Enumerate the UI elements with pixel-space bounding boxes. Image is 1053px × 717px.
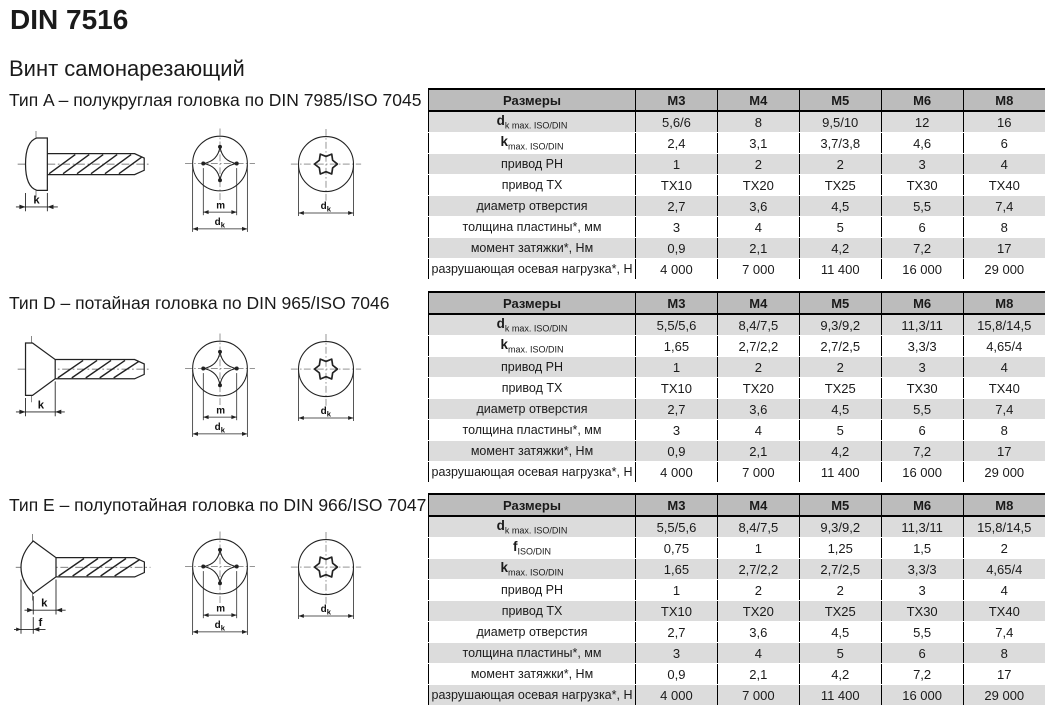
table-row [429,217,1046,238]
row-label-subscript: max. ISO/DIN [508,567,564,578]
table-row [429,314,1046,336]
value-cell: TX40 [963,175,1045,196]
col-header-size-M6: M6 [881,494,963,516]
row-label [429,538,636,559]
dim-label-k: k [33,194,40,207]
value-cell: 0,75 [636,538,718,559]
value-cell: 15,8/14,5 [963,516,1045,538]
phillips-recess-top-view [178,329,262,443]
value-cell: 4,5 [799,196,881,217]
row-label: привод TX [429,175,636,196]
page-title: DIN 7516 [10,4,129,35]
value-cell: 3,6 [717,622,799,643]
spec-table-type-d [428,291,1045,483]
section-heading-type-e: Тип E – полупотайная головка по DIN 966/ISO 7047 [9,495,427,515]
row-label: привод PH [429,580,636,601]
table-row [429,357,1046,378]
phillips-recess-top-view [178,124,262,238]
value-cell: 5 [799,420,881,441]
value-cell: 1,25 [799,538,881,559]
value-cell: 17 [963,441,1045,462]
value-cell: 2,7 [636,196,718,217]
screw-side-view-pan-head [14,124,154,220]
row-label: привод PH [429,357,636,378]
value-cell: 2,1 [717,664,799,685]
value-cell: 4,5 [799,622,881,643]
table-row [429,154,1046,175]
row-label-subscript: ISO/DIN [517,546,551,557]
torx-view-slot [284,527,368,627]
row-label-symbol: d [496,518,505,534]
dim-label-m: m [216,200,225,212]
value-cell: 4 [963,154,1045,175]
table-row [429,559,1046,580]
value-cell: 11,3/11 [881,516,963,538]
dim-label-k: k [41,597,48,610]
value-cell: 7,4 [963,196,1045,217]
row-label-subscript: k max. ISO/DIN [504,120,568,131]
value-cell: 16 000 [881,685,963,706]
table-row [429,175,1046,196]
phillips-view-slot [178,527,262,641]
value-cell: TX10 [636,378,718,399]
value-cell: 7,4 [963,622,1045,643]
value-cell: 16 000 [881,259,963,280]
screw-side-view-countersunk-head [14,329,154,425]
phillips-recess-top-view [178,527,262,641]
value-cell: 0,9 [636,664,718,685]
col-header-size-M6: M6 [881,89,963,111]
value-cell: 2 [799,154,881,175]
value-cell: TX20 [717,601,799,622]
value-cell: TX10 [636,601,718,622]
torx-recess-top-view [284,124,368,224]
value-cell: 4 [963,357,1045,378]
table-row [429,196,1046,217]
row-label-subscript: max. ISO/DIN [508,344,564,355]
torx-view-slot [284,124,368,224]
value-cell: 1,65 [636,336,718,357]
row-label: разрушающая осевая нагрузка*, Н [429,259,636,280]
value-cell: 12 [881,111,963,133]
value-cell: TX10 [636,175,718,196]
row-label [429,314,636,336]
value-cell: 2,7/2,5 [799,559,881,580]
table-row [429,462,1046,483]
value-cell: TX25 [799,175,881,196]
value-cell: 4,2 [799,441,881,462]
dimension-m [203,168,236,215]
row-label [429,516,636,538]
dimension-m [203,373,236,420]
section-type-d [0,291,1053,491]
value-cell: TX25 [799,378,881,399]
value-cell: 2 [717,580,799,601]
value-cell: 2 [799,357,881,378]
table-row [429,516,1046,538]
row-label: привод TX [429,601,636,622]
dimension-k [16,193,58,211]
table-row [429,538,1046,559]
value-cell: 4 [717,217,799,238]
value-cell: 29 000 [963,462,1045,483]
value-cell: 6 [881,420,963,441]
phillips-view-slot [178,329,262,443]
row-label: диаметр отверстия [429,622,636,643]
section-heading-type-a: Тип A – полукруглая головка по DIN 7985/ISO 7045 [9,90,422,110]
table-row [429,259,1046,280]
value-cell: 4,65/4 [963,559,1045,580]
table-row [429,111,1046,133]
value-cell: 11 400 [799,462,881,483]
value-cell: 2,7 [636,399,718,420]
row-label-symbol: k [500,134,508,150]
dim-label-dk: $d_k$ [214,620,225,633]
row-label-symbol: k [500,560,508,576]
value-cell: 4,2 [799,238,881,259]
value-cell: 8 [963,217,1045,238]
col-header-size-M5: M5 [799,89,881,111]
value-cell: 6 [963,133,1045,154]
dim-label-dk: $d_k$ [320,406,331,419]
value-cell: 8,4/7,5 [717,516,799,538]
value-cell: TX40 [963,378,1045,399]
section-type-a [0,88,1053,288]
value-cell: 11 400 [799,685,881,706]
value-cell: 5 [799,217,881,238]
value-cell: 2,7/2,5 [799,336,881,357]
col-header-dimensions: Размеры [429,292,636,314]
value-cell: 7,2 [881,664,963,685]
table-row [429,622,1046,643]
value-cell: 7,4 [963,399,1045,420]
value-cell: 4 [717,420,799,441]
value-cell: 3 [636,643,718,664]
section-type-e [0,493,1053,713]
value-cell: 7 000 [717,685,799,706]
value-cell: 2,4 [636,133,718,154]
table-row [429,580,1046,601]
col-header-size-M5: M5 [799,494,881,516]
row-label: момент затяжки*, Нм [429,664,636,685]
value-cell: 4,5 [799,399,881,420]
value-cell: 11,3/11 [881,314,963,336]
col-header-size-M4: M4 [717,89,799,111]
value-cell: 3,3/3 [881,559,963,580]
value-cell: TX30 [881,601,963,622]
value-cell: 2 [799,580,881,601]
table-row [429,420,1046,441]
value-cell: 4,2 [799,664,881,685]
value-cell: 3 [636,217,718,238]
value-cell: 2 [717,357,799,378]
row-label [429,559,636,580]
value-cell: 1 [717,538,799,559]
table-row [429,399,1046,420]
dim-label-k: k [37,399,45,412]
row-label-subscript: k max. ISO/DIN [504,323,568,334]
table-row [429,685,1046,706]
row-label: диаметр отверстия [429,399,636,420]
row-label: момент затяжки*, Нм [429,441,636,462]
row-label-symbol: d [496,113,505,129]
value-cell: 7 000 [717,259,799,280]
value-cell: 3,6 [717,196,799,217]
diagram-group-type-d [14,329,368,443]
spec-table-type-a [428,88,1045,280]
value-cell: 5,5 [881,399,963,420]
dim-label-m: m [216,603,225,615]
section-heading-type-d: Тип D – потайная головка по DIN 965/ISO 7046 [9,293,390,313]
row-label: разрушающая осевая нагрузка*, Н [429,685,636,706]
col-header-size-M4: M4 [717,494,799,516]
row-label: толщина пластины*, мм [429,217,636,238]
dim-label-dk: $d_k$ [320,604,331,617]
value-cell: 3 [636,420,718,441]
value-cell: 3,1 [717,133,799,154]
value-cell: 4 [963,580,1045,601]
value-cell: 5,6/6 [636,111,718,133]
value-cell: 4 000 [636,462,718,483]
value-cell: 3 [881,154,963,175]
row-label [429,336,636,357]
table-header-row [429,292,1046,314]
row-label: разрушающая осевая нагрузка*, Н [429,462,636,483]
value-cell: 15,8/14,5 [963,314,1045,336]
row-label-subscript: max. ISO/DIN [508,141,564,152]
row-label [429,111,636,133]
value-cell: 5,5/5,6 [636,516,718,538]
value-cell: 17 [963,238,1045,259]
screw-side-view-raised-countersunk-head [14,527,154,639]
value-cell: 11 400 [799,259,881,280]
value-cell: 1,65 [636,559,718,580]
value-cell: 5 [799,643,881,664]
value-cell: 8 [963,643,1045,664]
table-row [429,238,1046,259]
dim-label-dk: $d_k$ [214,217,225,230]
value-cell: 2,1 [717,238,799,259]
value-cell: 17 [963,664,1045,685]
row-label: момент затяжки*, Нм [429,238,636,259]
value-cell: 7,2 [881,238,963,259]
value-cell: 16 000 [881,462,963,483]
torx-recess-top-view [284,527,368,627]
spec-table-type-e [428,493,1045,706]
value-cell: 5,5/5,6 [636,314,718,336]
col-header-size-M3: M3 [636,494,718,516]
value-cell: 2,7/2,2 [717,559,799,580]
value-cell: 3,3/3 [881,336,963,357]
value-cell: 2 [963,538,1045,559]
col-header-size-M3: M3 [636,89,718,111]
table-row [429,601,1046,622]
col-header-size-M8: M8 [963,89,1045,111]
dim-label-m: m [216,405,225,417]
value-cell: TX20 [717,175,799,196]
value-cell: 2,7 [636,622,718,643]
value-cell: 2,1 [717,441,799,462]
value-cell: 9,3/9,2 [799,314,881,336]
col-header-size-M4: M4 [717,292,799,314]
value-cell: 5,5 [881,622,963,643]
col-header-size-M3: M3 [636,292,718,314]
row-label-subscript: k max. ISO/DIN [504,525,568,536]
value-cell: 3,6 [717,399,799,420]
dim-label-f: f [38,616,43,629]
value-cell: 4,65/4 [963,336,1045,357]
col-header-dimensions: Размеры [429,494,636,516]
value-cell: 3 [881,357,963,378]
thread-hatch [58,360,139,377]
table-row [429,441,1046,462]
value-cell: 3,7/3,8 [799,133,881,154]
value-cell: 1 [636,580,718,601]
value-cell: 6 [881,643,963,664]
table-row [429,336,1046,357]
value-cell: 1 [636,154,718,175]
value-cell: 4,6 [881,133,963,154]
value-cell: 29 000 [963,685,1045,706]
value-cell: TX40 [963,601,1045,622]
row-label [429,133,636,154]
col-header-size-M8: M8 [963,494,1045,516]
value-cell: 29 000 [963,259,1045,280]
value-cell: 3 [881,580,963,601]
thread-hatch [59,559,140,577]
dim-label-dk: $d_k$ [214,422,225,435]
value-cell: 4 000 [636,259,718,280]
value-cell: 8 [963,420,1045,441]
row-label: диаметр отверстия [429,196,636,217]
table-row [429,664,1046,685]
value-cell: 2,7/2,2 [717,336,799,357]
diagram-group-type-a [14,124,368,238]
value-cell: 7,2 [881,441,963,462]
table-row [429,133,1046,154]
col-header-size-M8: M8 [963,292,1045,314]
value-cell: 4 [717,643,799,664]
value-cell: 0,9 [636,441,718,462]
diagram-group-type-e [14,527,368,641]
value-cell: 6 [881,217,963,238]
value-cell: 0,9 [636,238,718,259]
torx-view-slot [284,329,368,429]
col-header-dimensions: Размеры [429,89,636,111]
value-cell: 9,5/10 [799,111,881,133]
table-header-row [429,494,1046,516]
value-cell: 16 [963,111,1045,133]
col-header-size-M6: M6 [881,292,963,314]
row-label: привод TX [429,378,636,399]
table-row [429,643,1046,664]
dimension-m [203,571,236,618]
value-cell: 5,5 [881,196,963,217]
table-row [429,378,1046,399]
page-subtitle: Винт самонарезающий [9,56,245,81]
row-label: толщина пластины*, мм [429,420,636,441]
value-cell: 8 [717,111,799,133]
value-cell: 1,5 [881,538,963,559]
value-cell: TX25 [799,601,881,622]
phillips-view-slot [178,124,262,238]
row-label-symbol: d [496,316,505,332]
value-cell: TX30 [881,378,963,399]
value-cell: 1 [636,357,718,378]
row-label: толщина пластины*, мм [429,643,636,664]
row-label-symbol: f [512,539,518,555]
value-cell: 2 [717,154,799,175]
col-header-size-M5: M5 [799,292,881,314]
value-cell: 4 000 [636,685,718,706]
value-cell: 7 000 [717,462,799,483]
value-cell: TX30 [881,175,963,196]
table-header-row [429,89,1046,111]
value-cell: 8,4/7,5 [717,314,799,336]
torx-recess-top-view [284,329,368,429]
row-label-symbol: k [500,337,508,353]
value-cell: TX20 [717,378,799,399]
dim-label-dk: $d_k$ [320,201,331,214]
row-label: привод PH [429,154,636,175]
value-cell: 9,3/9,2 [799,516,881,538]
